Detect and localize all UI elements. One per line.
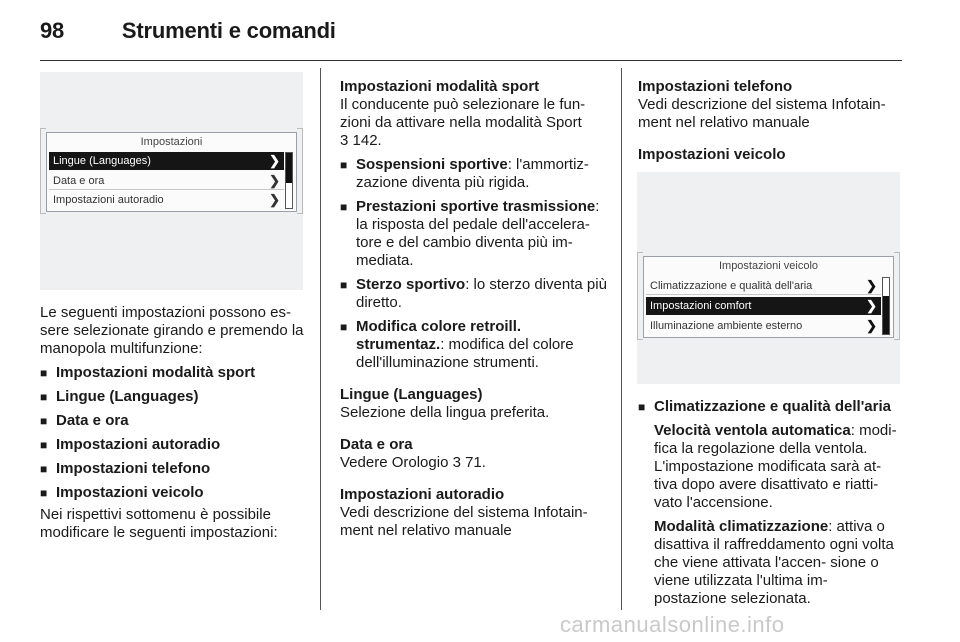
lingue-title: Lingue (Languages) — [340, 386, 483, 403]
menu-item-lingue[interactable]: Lingue (Languages) ❯ — [49, 152, 284, 170]
telefono-title: Impostazioni telefono — [638, 78, 793, 95]
column-1 — [40, 304, 308, 542]
page-header — [40, 18, 336, 44]
column-3 — [638, 78, 904, 164]
list-item: ■ Sospensioni sportive: l'ammortiz- zazione diventa più rigida. — [340, 156, 608, 192]
menu-item-data-ora[interactable]: Data e ora ❯ — [49, 172, 284, 190]
chevron-right-icon: ❯ — [269, 192, 280, 207]
outro-text: Nei rispettivi sottomenu è possibile modificare le seguenti impostazioni: — [40, 506, 278, 541]
chevron-right-icon: ❯ — [866, 318, 877, 333]
scrollbar-thumb[interactable] — [286, 153, 292, 183]
sport-options-list — [340, 156, 608, 372]
chevron-right-icon: ❯ — [866, 298, 877, 313]
column-divider-1 — [320, 68, 321, 610]
sport-page-ref: 3 142. — [340, 132, 382, 149]
scrollbar-thumb[interactable] — [883, 296, 889, 334]
screen-title: Impostazioni veicolo — [718, 260, 819, 272]
menu-item-comfort[interactable]: Impostazioni comfort ❯ — [646, 297, 881, 315]
screen-title: Impostazioni — [140, 136, 203, 148]
sport-text: Il conducente può selezionare le fun- zioni da attivare nella modalità Sport — [340, 96, 586, 131]
menu-item-illuminazione[interactable]: Illuminazione ambiente esterno ❯ — [650, 318, 877, 333]
vehicle-screen-illustration — [637, 172, 900, 384]
menu-scrollbar[interactable] — [285, 152, 293, 209]
list-item: ■ Impostazioni modalità sport — [40, 364, 308, 382]
section-title: Strumenti e comandi — [121, 18, 336, 43]
autoradio-title: Impostazioni autoradio — [340, 486, 505, 503]
data-ora-title: Data e ora — [340, 436, 413, 453]
list-item: ■ Data e ora — [40, 412, 308, 430]
column-3-continued — [638, 398, 904, 608]
chevron-right-icon: ❯ — [269, 153, 280, 168]
list-item: ■ Climatizzazione e qualità dell'aria — [638, 398, 904, 416]
header-rule — [40, 60, 902, 61]
veicolo-title: Impostazioni veicolo — [638, 146, 786, 163]
settings-screen-illustration — [40, 72, 303, 290]
chevron-right-icon: ❯ — [269, 173, 280, 188]
sport-title: Impostazioni modalità sport — [340, 78, 540, 95]
column-divider-2 — [621, 68, 622, 610]
watermark: carmanualsonline.info — [560, 612, 785, 637]
menu-item-climatizzazione[interactable]: Climatizzazione e qualità dell'aria ❯ — [646, 277, 881, 295]
column-2 — [340, 78, 608, 540]
settings-screen — [46, 132, 297, 212]
list-item: ■ Impostazioni telefono — [40, 460, 308, 478]
data-ora-text: Vedere Orologio 3 71. — [340, 454, 486, 471]
list-item: ■ Impostazioni veicolo — [40, 484, 308, 502]
ventola-text: Velocità ventola automatica: modi- fica la regolazione della ventola. L'impostazione modificata sarà at- tiva dopo avere disattivato e riatti- vato l'accensione. — [654, 422, 897, 511]
menu-item-autoradio[interactable]: Impostazioni autoradio ❯ — [53, 192, 280, 207]
list-item: ■ Modifica colore retroill. strumentaz.: modifica del colore dell'illuminazione strumenti. — [340, 318, 608, 372]
autoradio-text: Vedi descrizione del sistema Infotain- ment nel relativo manuale — [340, 504, 588, 539]
list-item: ■ Lingue (Languages) — [40, 388, 308, 406]
list-item: ■ Sterzo sportivo: lo sterzo diventa più diretto. — [340, 276, 608, 312]
settings-list — [40, 364, 308, 502]
list-item: ■ Impostazioni autoradio — [40, 436, 308, 454]
list-item: ■ Prestazioni sportive trasmissione: la risposta del pedale dell'accelera- tore e del cambio diventa più im- mediata. — [340, 198, 608, 270]
telefono-text: Vedi descrizione del sistema Infotain- ment nel relativo manuale — [638, 96, 886, 131]
chevron-right-icon: ❯ — [866, 278, 877, 293]
page-number: 98 — [40, 18, 65, 43]
menu-scrollbar[interactable] — [882, 277, 890, 335]
clima-list — [638, 398, 904, 416]
lingue-text: Selezione della lingua preferita. — [340, 404, 550, 421]
intro-text: Le seguenti impostazioni possono es- sere selezionate girando e premendo la manopola multifunzione: — [40, 304, 304, 357]
modalita-text: Modalità climatizzazione: attiva o disattiva il raffreddamento ogni volta che viene attivata l'accen- sione o viene utilizzata l'ultima im- postazione selezionata. — [654, 518, 894, 607]
vehicle-settings-screen — [643, 256, 894, 338]
